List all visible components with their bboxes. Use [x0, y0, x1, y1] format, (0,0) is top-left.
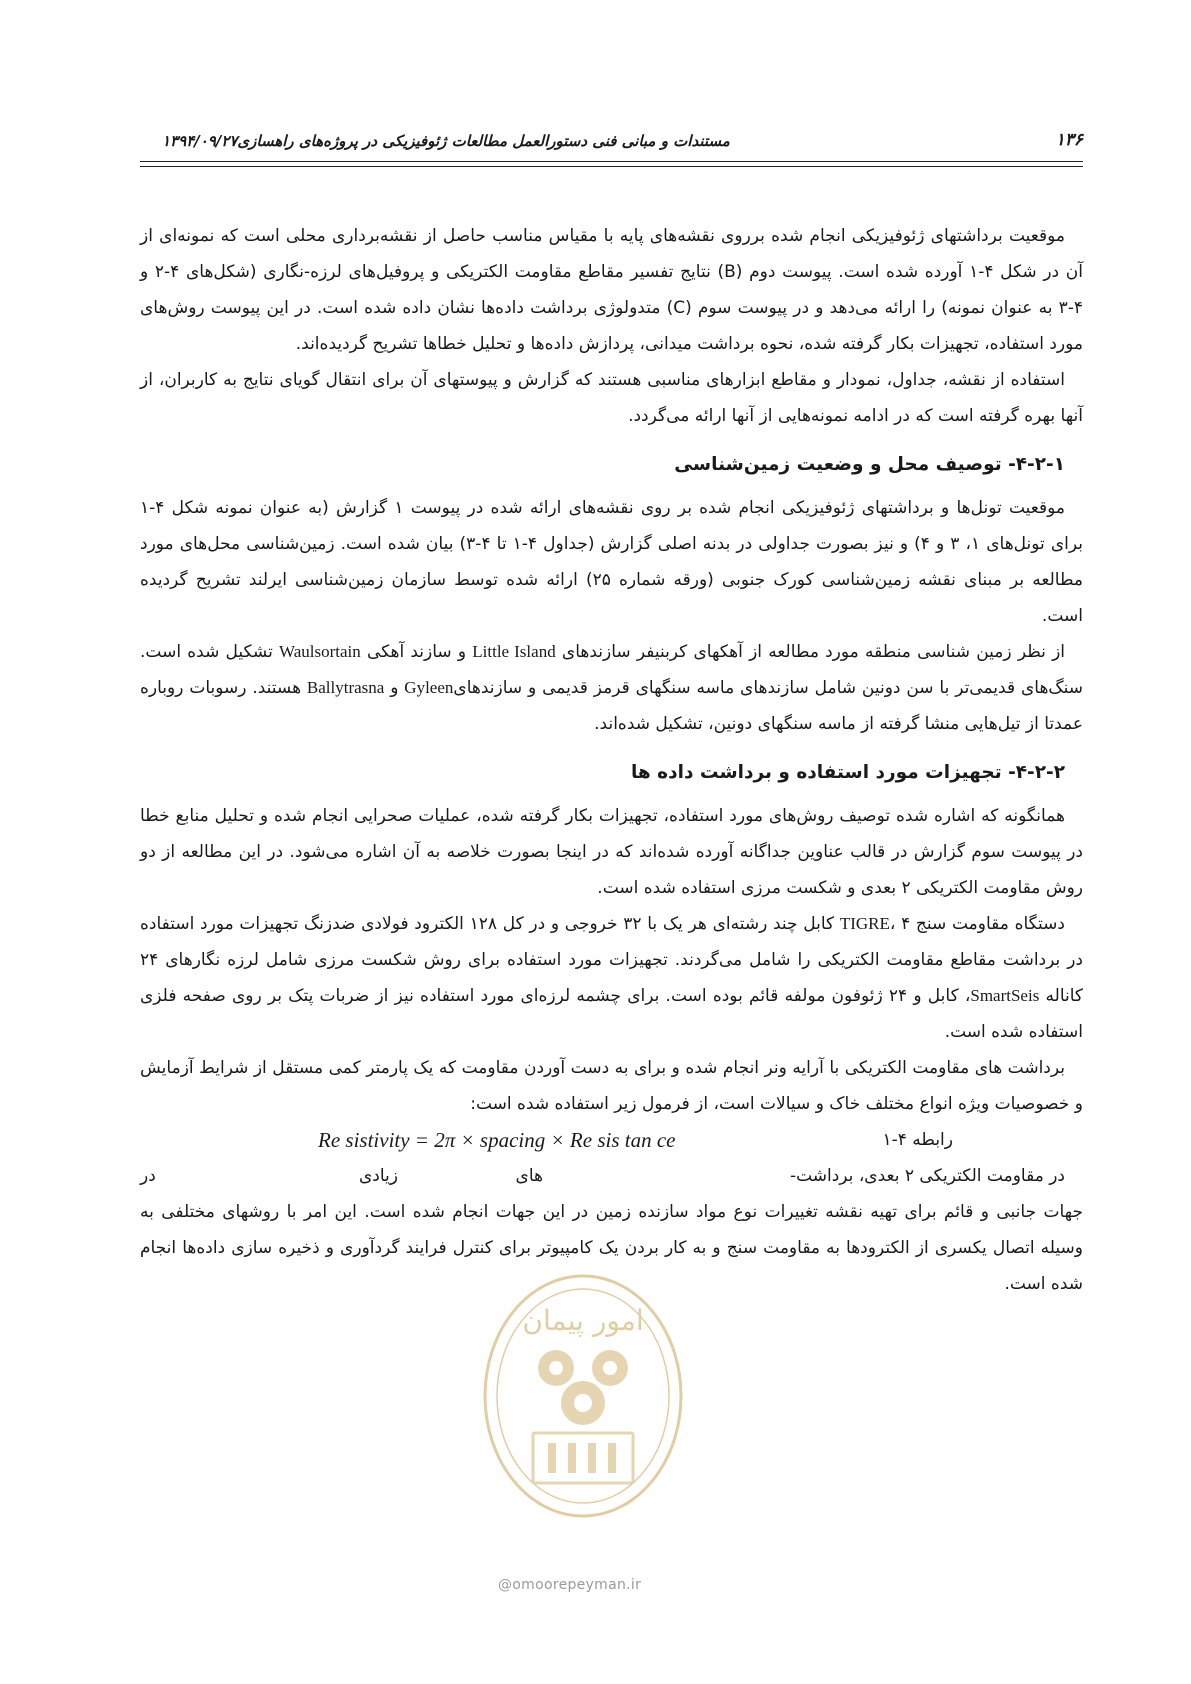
seal-text: امور پیمان [522, 1304, 644, 1337]
text-run: ، ۴ کابل چند رشته‌ای هر یک با ۳۲ خروجی و در کل ۱۲۸ الکترود فولادی ضدزنگ تجهیزات مورد استفاده در برداشت مقاطع مقاومت الکتریکی را شامل می‌گردند. تجهیزات مورد استفاده برای روش شکست مرزی شامل لرزه نگارهای ۲۴ کاناله [140, 914, 1083, 1006]
paragraph: برداشت های مقاومت الکتریکی با آرایه ونر انجام شده و برای به دست آوردن مقاومت که یک پارمتر کمی مستقل از شرایط آزمایش و خصوصیات ویژه انواع مختلف خاک و سیالات است، از فرمول زیر استفاده شده است: [140, 1058, 1083, 1114]
text-run: در مقاومت الکتریکی ۲ بعدی، برداشت- [789, 1166, 1065, 1186]
paragraph: جهات جانبی و قائم برای تهیه نقشه تغییرات نوع مواد سازنده زمین در این جهات انجام شده است. این امر با روشهای مختلفی به وسیله اتصال یکسری از الکترودها به مقاومت سنج و به کار بردن یک کامپیوتر برای کنترل فرایند گردآوری و ذخیره سازی داده‌ها انجام شده است. [140, 1202, 1083, 1294]
paragraph: موقعیت برداشتهای ژئوفیزیکی انجام شده برروی نقشه‌های پایه با مقیاس مناسب حاصل از نقشه‌برداری محلی است که نمونه‌ای از آن در شکل ۴-۱ آورده شده است. پیوست دوم (B) نتایج تفسیر مقاطع مقاومت الکتریکی و پروفیل‌های لرزه-نگاری (شکل‌های ۴-۲ و ۴-۳ به عنوان نمونه) را ارائه می‌دهد و در پیوست سوم (C) متدولوژی برداشت داده‌ها نشان داده شده است. در این پیوست روش‌های مورد استفاده، تجهیزات بکار گرفته شده، نحوه برداشت میدانی، پردازش داده‌ها و تحلیل خطاها تشریح گردیده‌اند. [140, 226, 1083, 354]
page-header [140, 130, 1083, 164]
paragraph [140, 906, 1083, 1050]
latin-term: Waulsortain [279, 642, 361, 661]
running-title [140, 132, 730, 150]
spaced-line [140, 1158, 1083, 1194]
paragraph: استفاده از نقشه، جداول، نمودار و مقاطع ابزارهای مناسبی هستند که گزارش و پیوستهای آن برای انتقال گویای نتایج به کاربران، از آنها بهره گرفته است که در ادامه نمونه‌هایی از آنها ارائه می‌گردد. [140, 370, 1083, 426]
latin-term: TIGRE [839, 914, 890, 933]
section-heading: ۴-۲-۱- توصیف محل و وضعیت زمین‌شناسی [674, 454, 1065, 475]
equation: Re sistivity = 2π × spacing × Re sis tan ce [318, 1128, 676, 1152]
text-run: و سازند آهکی [360, 642, 473, 662]
page-number: ۱۳۶ [1055, 130, 1083, 150]
text-run: هستند. رسوبات روباره عمدتا از تیل‌هایی منشا گرفته از ماسه سنگهای دونین، تشکیل شده‌اند. [140, 678, 1083, 734]
header-title: مستندات و مبانی فنی دستورالعمل مطالعات ژئوفیزیکی در پروژه‌های راهسازی [237, 132, 730, 150]
paragraph: همانگونه که اشاره شده توصیف روش‌های مورد استفاده، تجهیزات بکار گرفته شده، عملیات صحرایی انجام شده و تحلیل منابع خطا در پیوست سوم گزارش در قالب عناوین جداگانه آورده شده‌اند که در اینجا بصورت خلاصه به آن اشاره می‌شود. در این مطالعه از دو روش مقاومت الکتریکی ۲ بعدی و شکست مرزی استفاده شده است. [140, 806, 1083, 898]
text-run: های [515, 1166, 543, 1186]
latin-term: Little Island [472, 642, 556, 661]
text-run: و [384, 678, 405, 698]
text-run: از نظر زمین شناسی منطقه مورد مطالعه از آهکهای کربنیفر سازندهای [555, 642, 1066, 662]
equation-row [140, 1122, 1083, 1158]
header-date: ۱۳۹۴/۰۹/۲۷ [162, 132, 238, 150]
body-text [140, 218, 1083, 1302]
latin-term: Gyleen [404, 678, 454, 697]
watermark-seal [478, 1268, 688, 1523]
paragraph [140, 634, 1083, 742]
equation-label: رابطه ۴-۱ [882, 1130, 953, 1150]
text-run: دستگاه مقاومت سنج [910, 914, 1065, 934]
text-run: تشکیل شده است. سنگ‌های قدیمی‌تر با سن دونین شامل سازندهای ماسه سنگهای قرمز قدیمی و سازندهای [140, 642, 1083, 698]
paragraph: موقعیت تونل‌ها و برداشتهای ژئوفیزیکی انجام شده بر روی نقشه‌های ارائه شده در پیوست ۱ گزارش (به عنوان نمونه شکل ۴-۱ برای تونل‌های ۱، ۳ و ۴) و نیز بصورت جداولی در بدنه اصلی گزارش (جداول ۴-۱ تا ۴-۳) بیان شده است. زمین‌شناسی محل‌های مورد مطالعه بر مبنای نقشه زمین‌شناسی کورک جنوبی (ورقه شماره ۲۵) ارائه شده توسط سازمان زمین‌شناسی ایرلند تشریح گردیده است. [140, 498, 1083, 626]
latin-term: SmartSeis [970, 986, 1040, 1005]
latin-term: Ballytrasna [306, 678, 385, 697]
text-run: ، کابل و ۲۴ ژئوفون مولفه قائم بوده است. برای چشمه لرزه‌ای مورد استفاده نیز از ضربات پتک بر روی صفحه فلزی استفاده شده است. [140, 986, 1083, 1042]
section-heading: ۴-۲-۲- تجهیزات مورد استفاده و برداشت داده ها [630, 762, 1065, 783]
header-rule-bottom [140, 166, 1083, 167]
text-run: زیادی [359, 1166, 398, 1186]
watermark-url: @omoorepeyman.ir [498, 1577, 642, 1593]
text-run: در [140, 1166, 156, 1186]
header-rule-top [140, 161, 1083, 162]
